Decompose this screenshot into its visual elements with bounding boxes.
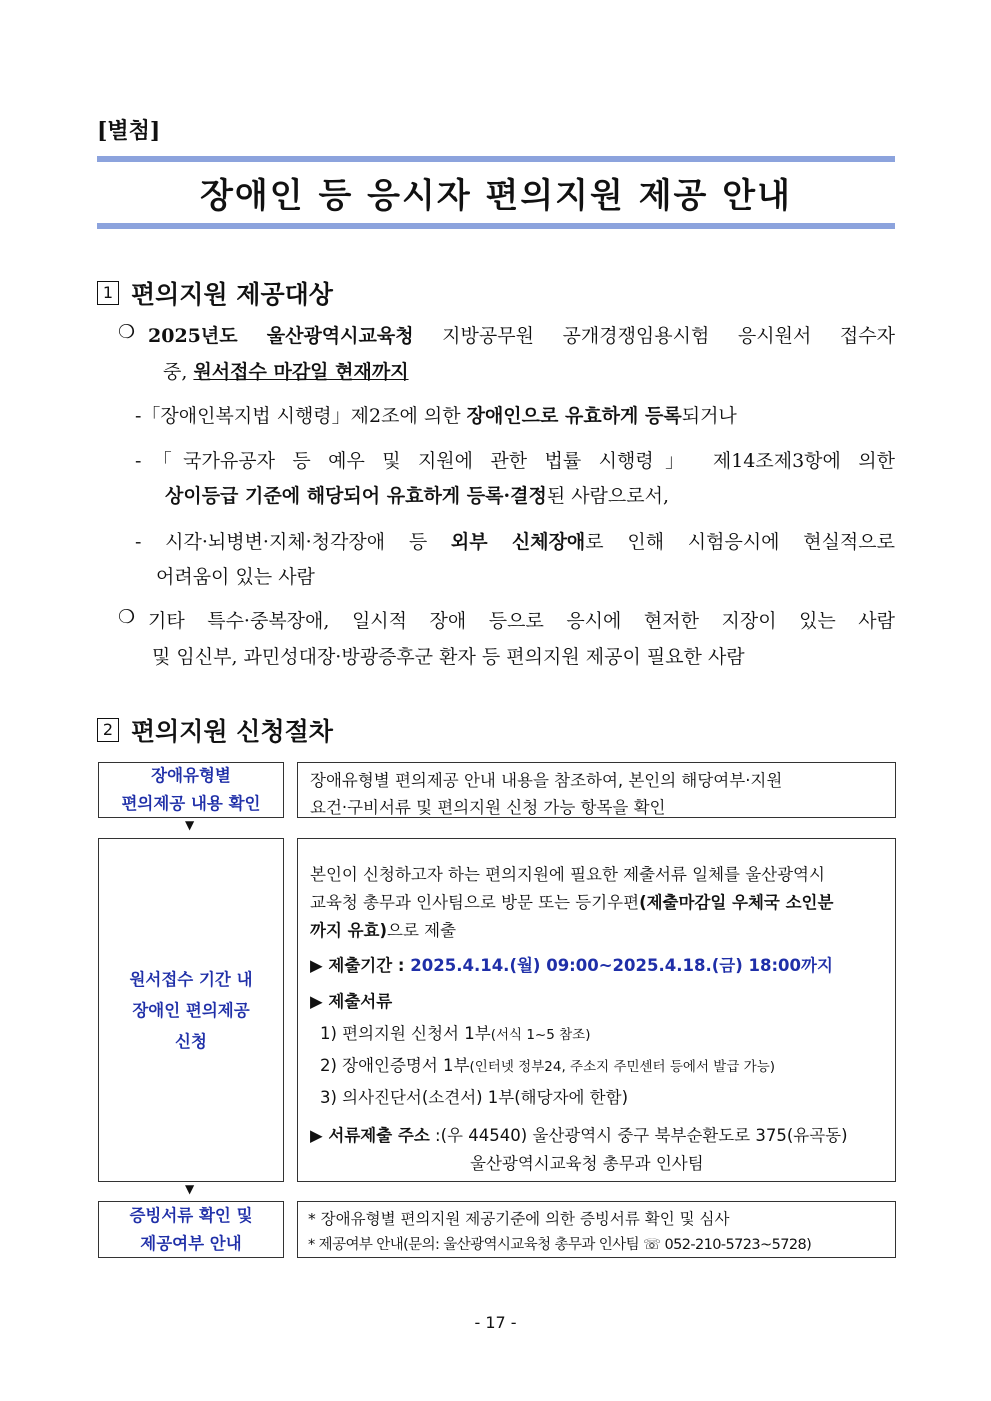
title-rule-top (97, 156, 895, 162)
down-arrow-icon: ▼ (185, 1182, 195, 1196)
page-title: 장애인 등 응시자 편의지원 제공 안내 (200, 176, 792, 216)
s1-bullet2-line2: 및 임신부, 과민성대장·방광증후군 환자 등 편의지원 제공이 필요한 사람 (152, 646, 745, 668)
s1-dash2-line2: 상이등급 기준에 해당되어 유효하게 등록·결정된 사람으로서, (165, 485, 670, 507)
step3-content-box: * 장애유형별 편의지원 제공기준에 의한 증빙서류 확인 및 심사 * 제공여부 안내(문의: 울산광역시교육청 총무과 인사팀 ☏ 052-210-5723~5728) (297, 1201, 896, 1258)
step3-label-box: 증빙서류 확인 및 제공여부 안내 (98, 1201, 284, 1258)
step2-content-box: 본인이 신청하고자 하는 편의지원에 필요한 제출서류 일체를 울산광역시 교육청 총무과 인사팀으로 방문 또는 등기우편(제출마감일 우체국 소인분 까지 유효)으로 제출 ▶ 제출기간 : 2025.4.14.(월) 09:00~2025.4.18.(금) 18:00까지 ▶ 제출서류 1) 편의지원 신청서 1부(서식 1~5 참조) 2) 장애인증명서 1부(인터넷 정부24, 주소지 주민센터 등에서 발급 가능) 3) 의사진단서(소견서) 1부(해당자에 한함) ▶ 서류제출 주소 :(우 44540) 울산광역시 중구 북부순환도로 375(유곡동) 울산광역시교육청 총무과 인사팀 (297, 838, 896, 1182)
section1-heading (97, 275, 333, 311)
s1-dash3-line2: 어려움이 있는 사람 (156, 566, 315, 588)
s1-dash2-line1: -「국가유공자 등 예우 및 지원에 관한 법률 시행령」 제14조제3항에 의한 (135, 450, 895, 472)
section1-number: 1 (97, 281, 119, 305)
s1-dash1: -「장애인복지법 시행령」제2조에 의한 장애인으로 유효하게 등록되거나 (135, 405, 737, 427)
step2-label-box: 원서접수 기간 내 장애인 편의제공 신청 (98, 838, 284, 1182)
section2-number: 2 (97, 718, 119, 742)
circle-bullet-icon: ❍ (118, 606, 136, 628)
attachment-label: [별첨] (97, 118, 161, 144)
step1-label-box: 장애유형별 편의제공 내용 확인 (98, 762, 284, 818)
s1-bullet2-line1: 기타 특수·중복장애, 일시적 장애 등으로 응시에 현저한 지장이 있는 사람 (148, 610, 895, 632)
circle-bullet-icon: ❍ (118, 321, 136, 343)
down-arrow-icon: ▼ (185, 818, 195, 832)
page-number: - 17 - (474, 1313, 517, 1332)
section2-heading (97, 712, 333, 748)
section2-title: 편의지원 신청절차 (131, 717, 333, 746)
section1-title: 편의지원 제공대상 (131, 280, 333, 309)
s1-dash3-line1: - 시각·뇌병변·지체·청각장애 등 외부 신체장애로 인해 시험응시에 현실적으로 (135, 531, 895, 553)
s1-bullet1-line2: 중, 원서접수 마감일 현재까지 (163, 361, 409, 383)
step1-content-box: 장애유형별 편의제공 안내 내용을 참조하여, 본인의 해당여부·지원 요건·구비서류 및 편의지원 신청 가능 항목을 확인 (297, 762, 896, 818)
title-rule-bottom (97, 223, 895, 229)
s1-bullet1-line1: 2025년도 울산광역시교육청 지방공무원 공개경쟁임용시험 응시원서 접수자 (148, 325, 895, 347)
